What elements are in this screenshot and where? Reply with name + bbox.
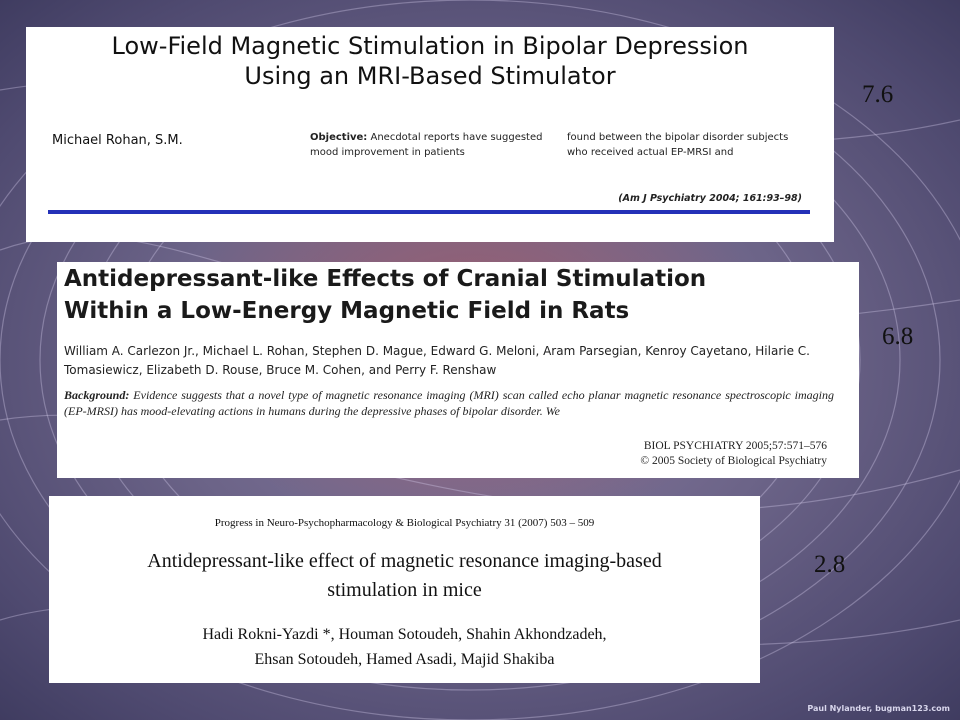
abstract-column-right: found between the bipolar disorder subjects who received actual EP-MRSI and	[567, 132, 789, 158]
background-label: Background:	[64, 388, 130, 402]
paper-title-line-2: Using an MRI-Based Stimulator	[244, 62, 616, 90]
background-text: Evidence suggests that a novel type of magnetic resonance imaging (MRI) scan called echo planar magnetic resonance spectroscopic imaging (EP-MRSI) has mood-elevating actions in humans during the depressive phases of bipolar disorder. We	[64, 388, 835, 418]
impact-score-2005: 6.8	[882, 323, 914, 350]
paper-authors-line-2: Ehsan Sotoudeh, Hamed Asadi, Majid Shakiba	[254, 651, 555, 668]
paper-title-line-1: Low-Field Magnetic Stimulation in Bipolar Depression	[111, 32, 749, 60]
impact-score-2007: 2.8	[814, 551, 846, 578]
paper-title-line-2: stimulation in mice	[327, 579, 482, 601]
impact-score-2004: 7.6	[862, 81, 894, 108]
objective-label: Objective:	[310, 132, 368, 143]
paper-card-2005	[57, 262, 859, 478]
divider-rule	[48, 210, 810, 214]
paper-title-line-2: Within a Low-Energy Magnetic Field in Rats	[64, 298, 630, 324]
paper-authors-line-1: Hadi Rokni-Yazdi *, Houman Sotoudeh, Shahin Akhondzadeh,	[202, 626, 607, 643]
paper-authors: William A. Carlezon Jr., Michael L. Rohan, Stephen D. Mague, Edward G. Meloni, Aram Parsegian, Kenroy Cayetano, Hilarie C. Tomasiewicz, Elizabeth D. Rouse, Bruce M. Cohen, and Perry F. Renshaw	[64, 344, 810, 377]
journal-info	[640, 439, 827, 469]
paper-author: Michael Rohan, S.M.	[52, 133, 183, 148]
journal-citation: BIOL PSYCHIATRY 2005;57:571–576	[643, 440, 827, 452]
journal-copyright: © 2005 Society of Biological Psychiatry	[640, 455, 827, 467]
abstract-column-left	[310, 130, 550, 160]
paper-title-line-1: Antidepressant-like effect of magnetic resonance imaging-based	[147, 550, 662, 572]
objective-text: Anecdotal reports have suggested mood improvement in patients	[310, 132, 543, 158]
citation: (Am J Psychiatry 2004; 161:93–98)	[618, 193, 802, 204]
paper-card-2004	[26, 27, 834, 242]
credit-text: Paul Nylander, bugman123.com	[807, 704, 950, 713]
background-paragraph	[64, 387, 834, 419]
paper-title-line-1: Antidepressant-like Effects of Cranial Stimulation	[64, 266, 707, 292]
paper-card-2007	[49, 496, 760, 683]
journal-header: Progress in Neuro-Psychopharmacology & Biological Psychiatry 31 (2007) 503 – 509	[214, 517, 595, 529]
